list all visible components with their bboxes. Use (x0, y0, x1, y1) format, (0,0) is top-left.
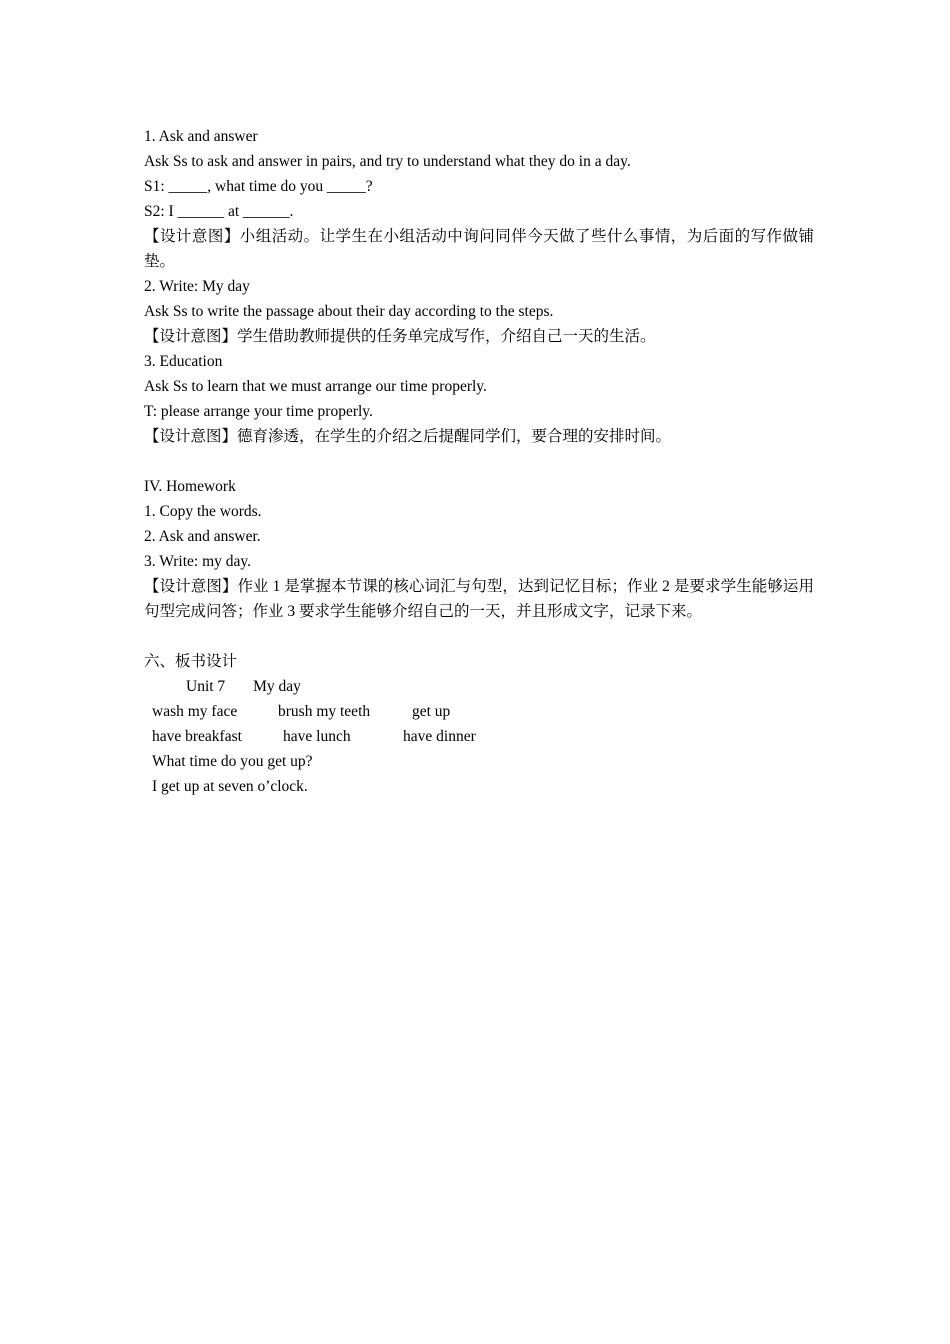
board-phrase: have breakfast (152, 728, 242, 745)
board-design-heading: 六、板书设计 (144, 653, 238, 670)
activity-3-title: 3. Education (144, 353, 223, 370)
activity-3-teacher-line: T: please arrange your time properly. (144, 403, 373, 420)
board-phrase: have lunch (283, 728, 351, 745)
homework-item: 1. Copy the words. (144, 503, 262, 520)
board-question: What time do you get up? (152, 753, 313, 770)
activity-2-design-intent: 【设计意图】学生借助教师提供的任务单完成写作，介绍自己一天的生活。 (144, 328, 656, 345)
activity-3-design-intent: 【设计意图】德育渗透，在学生的介绍之后提醒同学们，要合理的安排时间。 (144, 428, 672, 445)
homework-item: 2. Ask and answer. (144, 528, 261, 545)
activity-1-design-intent: 【设计意图】小组活动。让学生在小组活动中询问同伴今天做了些什么事情，为后面的写作做铺垫。 (144, 228, 814, 270)
spacer (144, 624, 814, 649)
activity-2-title: 2. Write: My day (144, 278, 250, 295)
board-unit-title (144, 674, 814, 699)
board-phrase: brush my teeth (278, 703, 371, 720)
activity-1-s2-line: S2: I ______ at ______. (144, 203, 294, 220)
document-content (144, 124, 814, 799)
activity-1-description: Ask Ss to ask and answer in pairs, and try to understand what they do in a day. (144, 153, 631, 170)
spacer (144, 449, 814, 474)
activity-1-title: 1. Ask and answer (144, 128, 258, 145)
board-phrase: get up (412, 703, 451, 720)
board-answer: I get up at seven o’clock. (152, 778, 308, 795)
board-phrase: have dinner (403, 728, 476, 745)
board-unit-number: Unit 7 (186, 678, 226, 695)
homework-heading: IV. Homework (144, 478, 236, 495)
homework-design-intent: 【设计意图】作业 1 是掌握本节课的核心词汇与句型，达到记忆目标；作业 2 是要求学生能够运用句型完成问答；作业 3 要求学生能够介绍自己的一天，并且形成文字，记录下来。 (144, 578, 814, 620)
board-phrase-row-2 (144, 724, 814, 749)
board-phrase: wash my face (152, 703, 238, 720)
board-phrase-row-1 (144, 699, 814, 724)
board-unit-name: My day (253, 678, 301, 695)
homework-item: 3. Write: my day. (144, 553, 251, 570)
activity-2-description: Ask Ss to write the passage about their day according to the steps. (144, 303, 554, 320)
activity-1-s1-line: S1: _____, what time do you _____? (144, 178, 373, 195)
activity-3-description: Ask Ss to learn that we must arrange our time properly. (144, 378, 487, 395)
